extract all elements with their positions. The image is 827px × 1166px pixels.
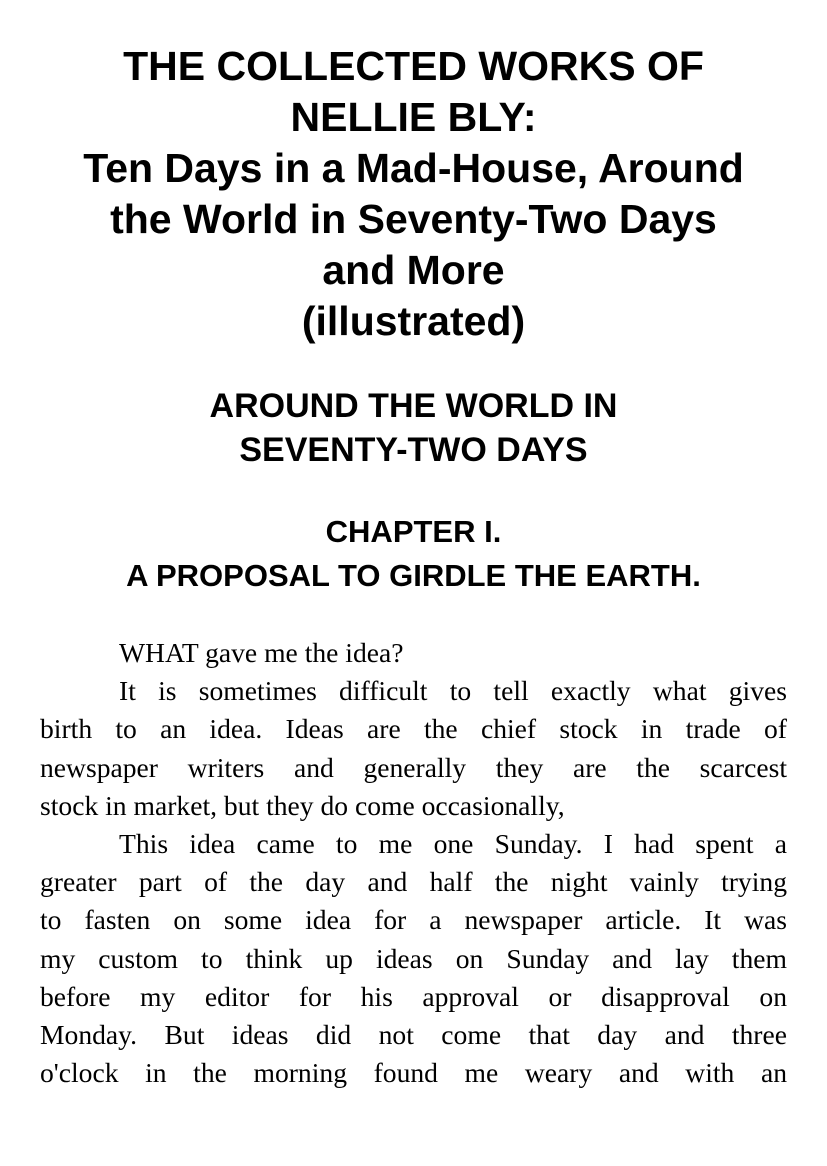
book-title-line: and More	[322, 247, 505, 293]
paragraph-line: o'clock in the morning found me weary and with an	[40, 1057, 787, 1089]
chapter-number: CHAPTER I.	[325, 514, 502, 549]
paragraph-line: birth to an idea. Ideas are the chief stock in trade of	[40, 713, 787, 745]
book-title	[20, 41, 807, 347]
chapter-body	[40, 634, 787, 1092]
paragraph	[40, 672, 787, 825]
part-title-line: AROUND THE WORLD IN	[209, 387, 618, 425]
paragraph-line: to fasten on some idea for a newspaper article. It was	[40, 904, 787, 936]
book-title-line: (illustrated)	[301, 298, 526, 344]
paragraph-line: greater part of the day and half the night vainly trying	[40, 866, 787, 898]
paragraph	[40, 634, 787, 672]
part-title-line: SEVENTY-TWO DAYS	[239, 431, 588, 469]
book-title-line: Ten Days in a Mad-House, Around	[83, 145, 744, 191]
part-title	[20, 384, 807, 472]
book-title-line: THE COLLECTED WORKS OF	[123, 43, 704, 89]
paragraph-line: newspaper writers and generally they are the scarcest	[40, 751, 787, 783]
paragraph-line: my custom to think up ideas on Sunday and lay them	[40, 942, 787, 974]
paragraph-line: before my editor for his approval or disapproval on	[40, 980, 787, 1012]
paragraph-line: stock in market, but they do come occasionally,	[40, 789, 565, 821]
paragraph	[40, 825, 787, 1092]
paragraph-line: It is sometimes difficult to tell exactly what gives	[119, 675, 787, 707]
chapter-title: A PROPOSAL TO GIRDLE THE EARTH.	[126, 558, 701, 593]
book-title-line: the World in Seventy-Two Days	[110, 196, 717, 242]
book-title-line: NELLIE BLY:	[290, 94, 537, 140]
paragraph-line: Monday. But ideas did not come that day and three	[40, 1019, 787, 1051]
paragraph-line: This idea came to me one Sunday. I had spent a	[119, 828, 787, 860]
paragraph-line: WHAT gave me the idea?	[119, 637, 404, 668]
chapter-heading	[20, 510, 807, 598]
